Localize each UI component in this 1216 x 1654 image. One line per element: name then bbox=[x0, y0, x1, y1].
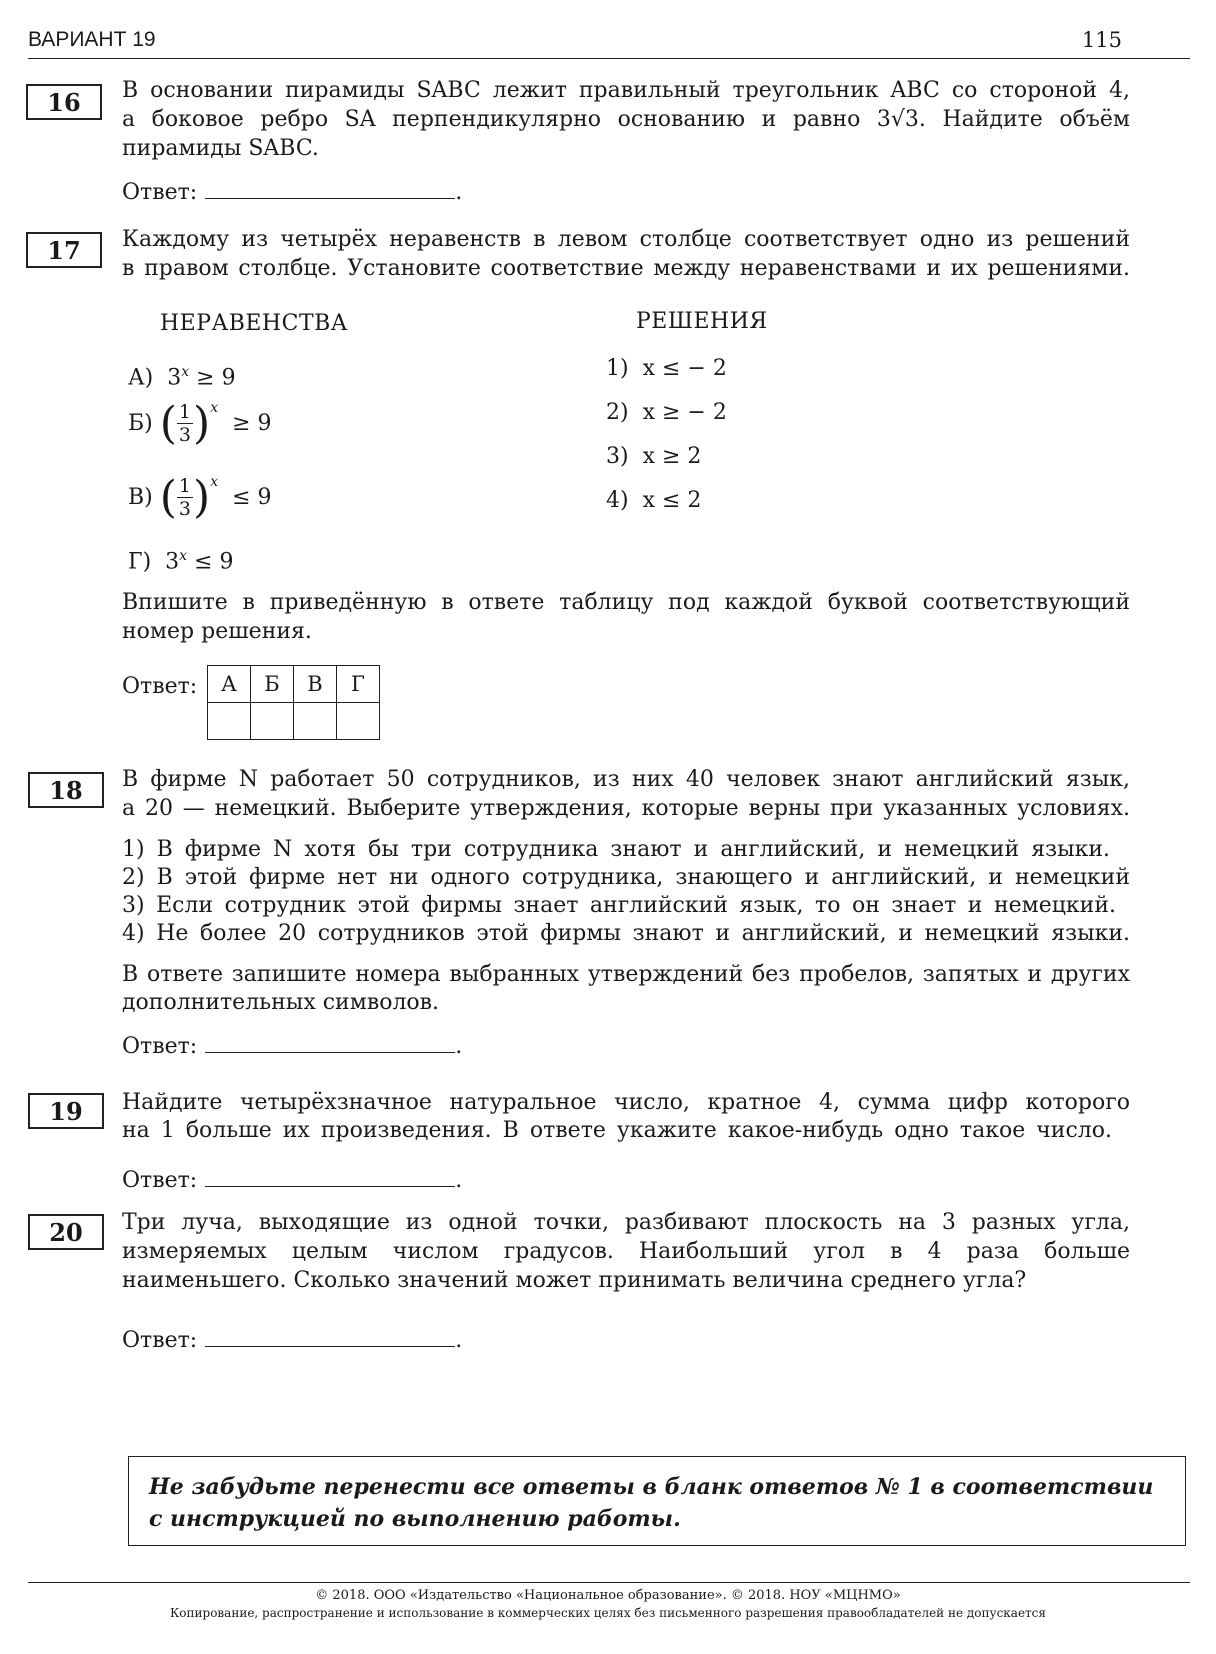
table-header-v: В bbox=[294, 666, 337, 703]
inequality-v: В) ( $\frac{1}{3}$ ) $^x$ ≤ 9 bbox=[128, 472, 272, 523]
inequality-a: А) 3$^x$ ≥ 9 bbox=[128, 364, 236, 391]
task-17-number: 17 bbox=[26, 232, 102, 268]
footer-divider bbox=[28, 1582, 1190, 1583]
answer-cell-g[interactable] bbox=[337, 703, 380, 740]
solution-4: 4) x ≤ 2 bbox=[606, 488, 702, 513]
task-20-line-2: измеряемых целым числом градусов. Наибольший угол в 4 раза больше bbox=[122, 1239, 1130, 1264]
answer-label: Ответ: bbox=[122, 1328, 198, 1353]
task-16-answer: Ответ: . bbox=[122, 180, 463, 205]
task-20-line-3: наименьшего. Сколько значений может принимать величина среднего угла? bbox=[122, 1268, 1027, 1293]
answer-cell-b[interactable] bbox=[251, 703, 294, 740]
task-16-line-2: а боковое ребро SA перпендикулярно основанию и равно 3√3. Найдите объём bbox=[122, 107, 1130, 132]
task-19-answer-field[interactable] bbox=[205, 1166, 455, 1187]
inequality-g: Г) 3$^x$ ≤ 9 bbox=[128, 548, 234, 575]
task-18-line-1: В фирме N работает 50 сотрудников, из них 40 человек знают английский язык, bbox=[122, 767, 1130, 792]
answer-label: Ответ: bbox=[122, 1168, 198, 1193]
task-17-instruction-2: номер решения. bbox=[122, 619, 312, 644]
inequality-b: Б) ( $\frac{1}{3}$ ) $^x$ ≥ 9 bbox=[128, 398, 272, 449]
task-19-number: 19 bbox=[28, 1093, 104, 1129]
answer-cell-a[interactable] bbox=[208, 703, 251, 740]
task-16-answer-field[interactable] bbox=[205, 178, 455, 199]
task-17-answer-table bbox=[207, 665, 380, 740]
footer-copyright: © 2018. ООО «Издательство «Национальное образование». © 2018. НОУ «МЦНМО» bbox=[315, 1588, 901, 1603]
solution-2: 2) x ≥ − 2 bbox=[606, 400, 727, 425]
table-header-a: А bbox=[208, 666, 251, 703]
reminder-line-2: с инструкцией по выполнению работы. bbox=[149, 1506, 681, 1532]
task-18-instruction-1: В ответе запишите номера выбранных утверждений без пробелов, запятых и других bbox=[122, 962, 1130, 987]
task-17-line-1: Каждому из четырёх неравенств в левом столбце соответствует одно из решений bbox=[122, 227, 1130, 252]
page-number: 115 bbox=[1081, 28, 1122, 52]
task-20-answer-field[interactable] bbox=[205, 1326, 455, 1347]
answer-label: Ответ: bbox=[122, 180, 198, 205]
task-19-line-2: на 1 больше их произведения. В ответе укажите какое-нибудь одно такое число. bbox=[122, 1118, 1112, 1143]
task-18-number: 18 bbox=[28, 772, 104, 808]
answer-label: Ответ: bbox=[122, 1034, 198, 1059]
task-18-line-2: а 20 — немецкий. Выберите утверждения, которые верны при указанных условиях. bbox=[122, 796, 1130, 821]
task-18-answer: Ответ: . bbox=[122, 1034, 463, 1059]
task-17-line-2: в правом столбце. Установите соответствие между неравенствами и их решениями. bbox=[122, 256, 1130, 281]
task-18-instruction-2: дополнительных символов. bbox=[122, 990, 440, 1015]
task-18-option-1: 1) В фирме N хотя бы три сотрудника знают и английский, и немецкий языки. bbox=[122, 837, 1110, 862]
solutions-header: РЕШЕНИЯ bbox=[636, 309, 768, 334]
inequalities-header: НЕРАВЕНСТВА bbox=[160, 311, 348, 336]
task-20-line-1: Три луча, выходящие из одной точки, разбивают плоскость на 3 разных угла, bbox=[122, 1210, 1130, 1235]
task-16-line-1: В основании пирамиды SABC лежит правильный треугольник ABC со стороной 4, bbox=[122, 78, 1130, 103]
solution-3: 3) x ≥ 2 bbox=[606, 444, 702, 469]
task-19-line-1: Найдите четырёхзначное натуральное число, кратное 4, сумма цифр которого bbox=[122, 1090, 1130, 1115]
header-divider bbox=[28, 58, 1190, 59]
task-17-instruction-1: Впишите в приведённую в ответе таблицу под каждой буквой соответствующий bbox=[122, 590, 1130, 615]
solution-1: 1) x ≤ − 2 bbox=[606, 356, 727, 381]
task-16-line-3: пирамиды SABC. bbox=[122, 136, 319, 161]
reminder-box bbox=[128, 1456, 1186, 1546]
task-18-option-4: 4) Не более 20 сотрудников этой фирмы знают и английский, и немецкий языки. bbox=[122, 921, 1130, 946]
footer-notice: Копирование, распространение и использование в коммерческих целях без письменного разрешения правообладателей не допускается bbox=[170, 1606, 1046, 1620]
task-17-answer-label: Ответ: bbox=[122, 674, 198, 699]
task-18-option-2: 2) В этой фирме нет ни одного сотрудника, знающего и английский, и немецкий bbox=[122, 865, 1130, 890]
task-19-answer: Ответ: . bbox=[122, 1168, 463, 1193]
reminder-line-1: Не забудьте перенести все ответы в бланк ответов № 1 в соответствии bbox=[149, 1474, 1154, 1500]
table-header-g: Г bbox=[337, 666, 380, 703]
task-16-number: 16 bbox=[26, 84, 102, 120]
task-18-answer-field[interactable] bbox=[205, 1032, 455, 1053]
task-20-number: 20 bbox=[28, 1214, 104, 1250]
task-18-option-3: 3) Если сотрудник этой фирмы знает английский язык, то он знает и немецкий. bbox=[122, 893, 1116, 918]
task-20-answer: Ответ: . bbox=[122, 1328, 463, 1353]
answer-cell-v[interactable] bbox=[294, 703, 337, 740]
table-header-b: Б bbox=[251, 666, 294, 703]
variant-title: ВАРИАНТ 19 bbox=[28, 28, 156, 51]
